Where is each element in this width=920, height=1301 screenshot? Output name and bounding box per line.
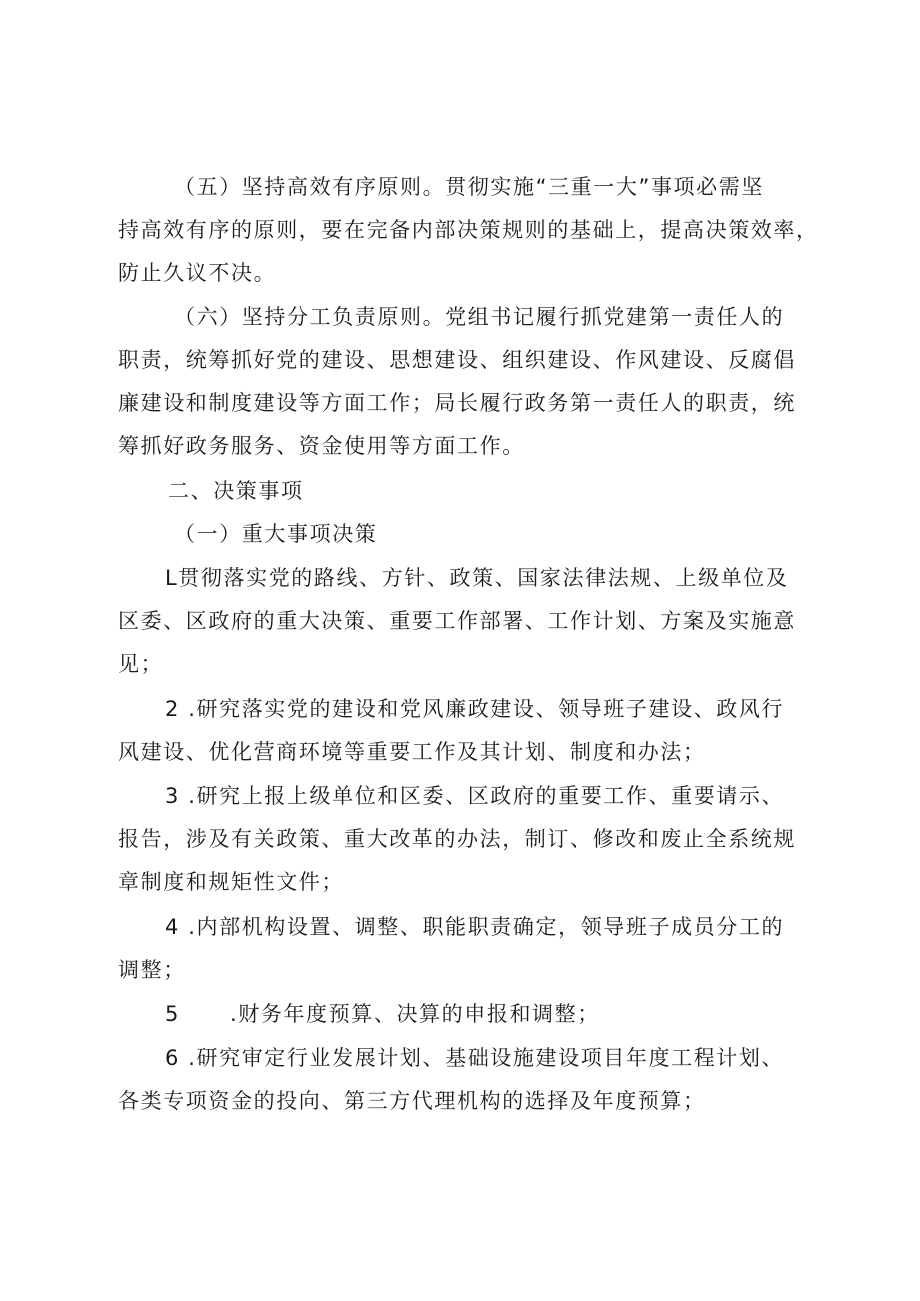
list-item-text: .财务年度预算、决算的申报和调整； bbox=[229, 1002, 600, 1026]
text-line: 筹抓好政务服务、资金使用等方面工作。 bbox=[118, 434, 525, 458]
text-line: 报告，涉及有关政策、重大改革的办法，制订、修改和废止全系统规 bbox=[118, 827, 796, 851]
text-line: 见； bbox=[118, 652, 164, 676]
text-line: 各类专项资金的投向、第三方代理机构的选择及年度预算； bbox=[118, 1089, 706, 1113]
text-line: 防止久议不决。 bbox=[118, 261, 277, 285]
text-line: 4 .内部机构设置、调整、职能职责确定，领导班子成员分工的 bbox=[165, 915, 785, 939]
text-line: 持高效有序的原则，要在完备内部决策规则的基础上，提高决策效率， bbox=[118, 218, 819, 242]
text-line: L贯彻落实党的路线、方针、政策、国家法律法规、上级单位及 bbox=[165, 566, 789, 590]
text-line: 2 .研究落实党的建设和党风廉政建设、领导班子建设、政风行 bbox=[165, 697, 785, 721]
text-line: 风建设、优化营商环境等重要工作及其计划、制度和办法； bbox=[118, 740, 706, 764]
text-line: 6 .研究审定行业发展计划、基础设施建设项目年度工程计划、 bbox=[165, 1046, 785, 1070]
text-line: （五）坚持高效有序原则。贯彻实施“三重一大”事项必需坚 bbox=[174, 175, 764, 199]
text-line bbox=[165, 997, 600, 1031]
section-heading: 二、决策事项 bbox=[168, 479, 304, 503]
text-line: 章制度和规矩性文件； bbox=[118, 870, 344, 894]
text-line: 职责，统筹抓好党的建设、思想建设、组织建设、作风建设、反腐倡 bbox=[118, 348, 796, 372]
text-line: 区委、区政府的重大决策、重要工作部署、工作计划、方案及实施意 bbox=[118, 609, 796, 633]
subsection-heading: （一）重大事项决策 bbox=[174, 522, 378, 546]
text-line: 廉建设和制度建设等方面工作；局长履行政务第一责任人的职责，统 bbox=[118, 391, 796, 415]
text-line: （六）坚持分工负责原则。党组书记履行抓党建第一责任人的 bbox=[174, 305, 785, 329]
text-line: 3 .研究上报上级单位和区委、区政府的重要工作、重要请示、 bbox=[165, 784, 785, 808]
text-line: 调整； bbox=[118, 958, 186, 982]
list-number: 5 bbox=[165, 1002, 180, 1026]
